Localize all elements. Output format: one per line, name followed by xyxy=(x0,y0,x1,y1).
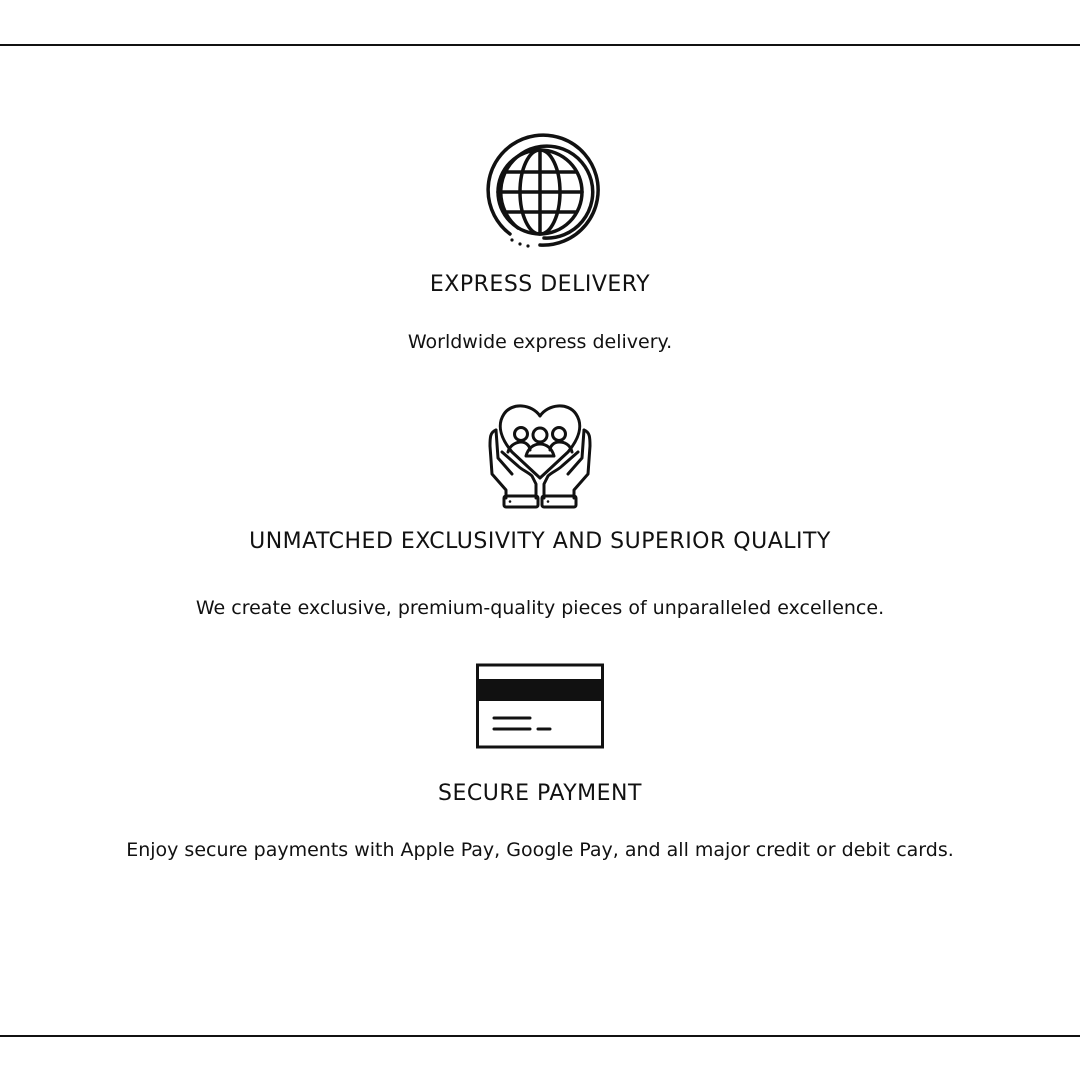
credit-card-icon xyxy=(476,663,604,749)
feature-description: Worldwide express delivery. xyxy=(407,331,673,353)
feature-description: Enjoy secure payments with Apple Pay, Google Pay, and all major credit or debit cards. xyxy=(126,839,954,861)
top-divider xyxy=(0,44,1080,46)
feature-description: We create exclusive, premium-quality pieces of unparalleled excellence. xyxy=(195,597,885,619)
globe-icon xyxy=(480,132,600,252)
feature-title: EXPRESS DELIVERY xyxy=(429,272,651,297)
bottom-divider xyxy=(0,1035,1080,1037)
feature-title: UNMATCHED EXCLUSIVITY AND SUPERIOR QUALITY xyxy=(249,529,831,554)
feature-title: SECURE PAYMENT xyxy=(438,781,642,806)
hands-heart-community-icon xyxy=(488,402,592,510)
